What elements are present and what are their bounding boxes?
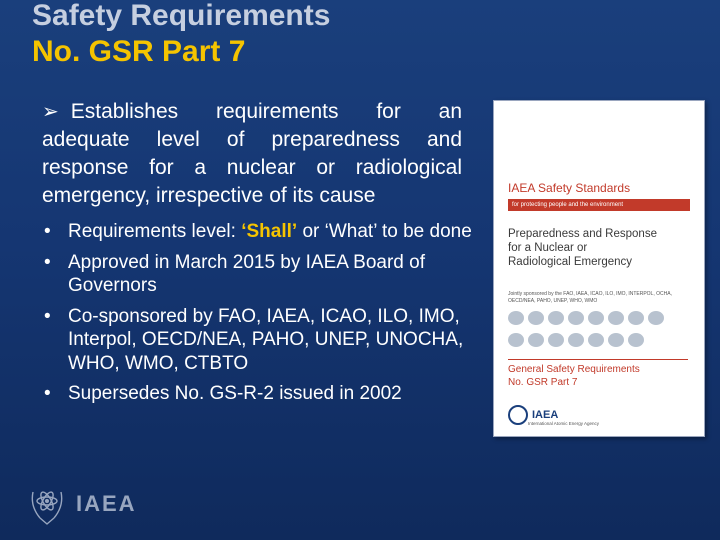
sponsor-logo-icon: [648, 311, 664, 325]
cover-series-sub: for protecting people and the environment: [508, 199, 690, 211]
iaea-laurel-atom-icon: [28, 482, 66, 526]
lead-line: ➢ Establishes requirements for an: [42, 100, 462, 123]
iaea-atom-icon: [508, 405, 528, 425]
lead-line: response for a nuclear or radiological: [42, 156, 462, 179]
sponsor-logo-icon: [628, 333, 644, 347]
cover-series: IAEA Safety Standards: [508, 181, 631, 195]
sponsor-logo-icon: [588, 311, 604, 325]
bullet-dot-icon: •: [44, 221, 51, 242]
iaea-logo-text: IAEA: [76, 491, 137, 516]
cover-publisher-logo: IAEA: [508, 405, 558, 425]
publication-cover-image: [493, 100, 705, 437]
bullet-dot-icon: •: [44, 251, 51, 273]
bullet-item: • Supersedes No. GS-R-2 issued in 2002: [44, 383, 402, 404]
sponsor-logo-icon: [508, 333, 524, 347]
lead-paragraph: [42, 98, 462, 210]
cover-sponsors-note: Jointly sponsored by the FAO, IAEA, ICAO, ILO, IMO, INTERPOL, OCHA, OECD/NEA, PAHO, UNEP, WHO, WMO: [508, 291, 672, 304]
sponsor-logos-row: [508, 333, 688, 351]
lead-line: adequate level of preparedness and: [42, 128, 462, 151]
sponsor-logo-icon: [588, 333, 604, 347]
sponsor-logo-icon: [528, 311, 544, 325]
cover-category: General Safety Requirements: [508, 359, 688, 376]
cover-publisher-sub: International Atomic Energy Agency: [528, 421, 600, 426]
sponsor-logo-icon: [508, 311, 524, 325]
sponsor-logo-icon: [608, 311, 624, 325]
sponsor-logo-icon: [568, 333, 584, 347]
cover-number: No. GSR Part 7: [508, 377, 578, 388]
bullet-item: • Requirements level: ‘Shall’ or ‘What’ to be done: [44, 221, 472, 242]
lead-line: emergency, irrespective of its cause: [42, 184, 376, 207]
cover-title: Preparedness and Response for a Nuclear or Radiological Emergency: [508, 228, 657, 268]
sponsor-logo-icon: [548, 311, 564, 325]
title-line-2: No. GSR Part 7: [32, 35, 246, 68]
slide-title: [32, 0, 330, 70]
shall-highlight: ‘Shall’: [241, 221, 298, 242]
bullet-list: [42, 220, 472, 413]
sponsor-logo-icon: [608, 333, 624, 347]
title-line-1: Safety Requirements: [32, 0, 331, 32]
sponsor-logo-icon: [628, 311, 644, 325]
bullet-dot-icon: •: [44, 305, 51, 327]
sponsor-logo-icon: [528, 333, 544, 347]
bullet-item: • Approved in March 2015 by IAEA Board of Governors: [44, 251, 425, 296]
bullet-item: • Co-sponsored by FAO, IAEA, ICAO, ILO, IMO, Interpol, OECD/NEA, PAHO, UNEP, UNOCHA, WHO, WMO, CTBTO: [44, 305, 464, 374]
iaea-logo: [28, 482, 137, 526]
bullet-dot-icon: •: [44, 383, 51, 404]
sponsor-logo-icon: [548, 333, 564, 347]
sponsor-logos-row: [508, 311, 688, 329]
sponsor-logo-icon: [568, 311, 584, 325]
arrow-bullet-icon: ➢: [42, 101, 59, 123]
